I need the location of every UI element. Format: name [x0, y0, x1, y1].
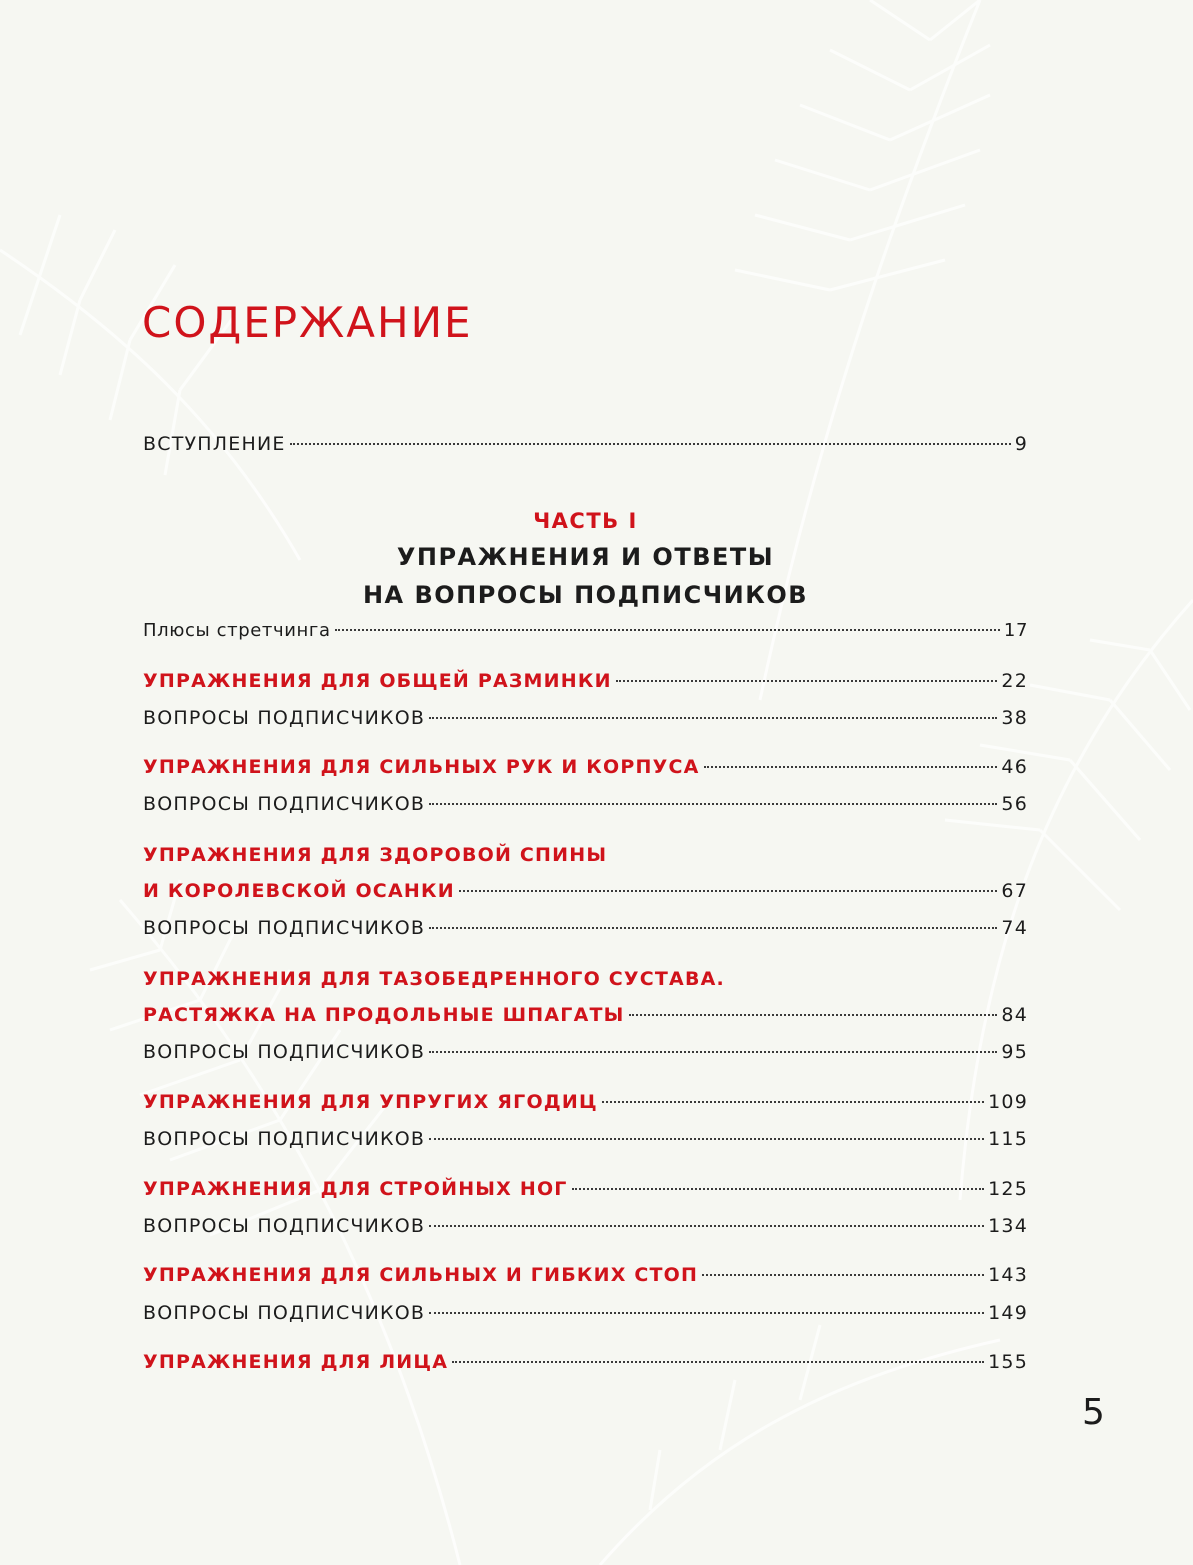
toc-entry-page: 22 — [1001, 670, 1028, 692]
dot-leader — [616, 680, 998, 682]
toc-entry-label: УПРАЖНЕНИЯ ДЛЯ ОБЩЕЙ РАЗМИНКИ — [143, 670, 612, 692]
dot-leader — [629, 1014, 998, 1016]
dot-leader — [429, 927, 997, 929]
toc-entry-label: УПРАЖНЕНИЯ ДЛЯ СТРОЙНЫХ НОГ — [143, 1178, 568, 1200]
toc-entry-label: ВОПРОСЫ ПОДПИСЧИКОВ — [143, 707, 426, 729]
toc-entry-questions[interactable] — [143, 917, 1028, 947]
toc-entry-page: 109 — [988, 1091, 1028, 1113]
dot-leader — [429, 1051, 997, 1053]
toc-entry-page: 74 — [1001, 917, 1028, 939]
toc-entry-arms[interactable] — [143, 756, 1028, 786]
toc-entry-page: 84 — [1001, 1004, 1028, 1026]
dot-leader — [452, 1361, 984, 1363]
part-title-line1: УПРАЖНЕНИЯ И ОТВЕТЫ — [396, 543, 775, 571]
toc-entry-questions[interactable] — [143, 793, 1028, 823]
toc-entry-questions[interactable] — [143, 1041, 1028, 1071]
toc-entry-label: ВОПРОСЫ ПОДПИСЧИКОВ — [143, 1215, 426, 1237]
toc-entry-page: 46 — [1001, 756, 1028, 778]
toc-entry-label: РАСТЯЖКА НА ПРОДОЛЬНЫЕ ШПАГАТЫ — [143, 1004, 625, 1026]
toc-entry-page: 17 — [1003, 620, 1028, 641]
dot-leader — [429, 1225, 984, 1227]
toc-entry-page: 115 — [988, 1128, 1028, 1150]
page-title: СОДЕРЖАНИЕ — [142, 298, 473, 347]
dot-leader — [702, 1274, 984, 1276]
toc-entry-label: УПРАЖНЕНИЯ ДЛЯ УПРУГИХ ЯГОДИЦ — [143, 1091, 598, 1113]
toc-entry-label: УПРАЖНЕНИЯ ДЛЯ ЛИЦА — [143, 1351, 449, 1373]
toc-entry-back[interactable] — [143, 880, 1028, 910]
toc-entry-label: Плюсы стретчинга — [143, 620, 331, 641]
toc-entry-intro[interactable] — [143, 433, 1028, 463]
toc-entry-page: 143 — [988, 1264, 1028, 1286]
toc-entry-feet[interactable] — [143, 1264, 1028, 1294]
toc-entry-page: 134 — [988, 1215, 1028, 1237]
toc-entry-questions[interactable] — [143, 1302, 1028, 1332]
toc-entry-label: ВОПРОСЫ ПОДПИСЧИКОВ — [143, 1302, 426, 1324]
toc-entry-face[interactable] — [143, 1351, 1028, 1381]
toc-entry-questions[interactable] — [143, 707, 1028, 737]
toc-entry-label: ВСТУПЛЕНИЕ — [143, 433, 286, 455]
toc-entry-hip[interactable] — [143, 1004, 1028, 1034]
toc-entry-pluses[interactable] — [143, 620, 1028, 650]
part-label: ЧАСТЬ I — [533, 509, 638, 533]
toc-entry-hip-line1[interactable]: УПРАЖНЕНИЯ ДЛЯ ТАЗОБЕДРЕННОГО СУСТАВА. — [143, 968, 725, 990]
toc-entry-warmup[interactable] — [143, 670, 1028, 700]
toc-entry-page: 9 — [1014, 433, 1028, 455]
dot-leader — [704, 766, 998, 768]
dot-leader — [429, 803, 997, 805]
toc-entry-page: 155 — [988, 1351, 1028, 1373]
toc-entry-page: 38 — [1001, 707, 1028, 729]
toc-entry-back-line1[interactable]: УПРАЖНЕНИЯ ДЛЯ ЗДОРОВОЙ СПИНЫ — [143, 844, 608, 866]
dot-leader — [290, 443, 1011, 445]
toc-entry-label: УПРАЖНЕНИЯ ДЛЯ СИЛЬНЫХ РУК И КОРПУСА — [143, 756, 700, 778]
toc-entry-questions[interactable] — [143, 1128, 1028, 1158]
dot-leader — [335, 629, 1000, 631]
toc-entry-glutes[interactable] — [143, 1091, 1028, 1121]
page-number: 5 — [1082, 1392, 1105, 1433]
dot-leader — [459, 890, 998, 892]
toc-entry-label: И КОРОЛЕВСКОЙ ОСАНКИ — [143, 880, 455, 902]
dot-leader — [429, 1138, 984, 1140]
toc-entry-label: УПРАЖНЕНИЯ ДЛЯ СИЛЬНЫХ И ГИБКИХ СТОП — [143, 1264, 699, 1286]
toc-entry-label: ВОПРОСЫ ПОДПИСЧИКОВ — [143, 1128, 426, 1150]
toc-entry-page: 149 — [988, 1302, 1028, 1324]
toc-entry-questions[interactable] — [143, 1215, 1028, 1245]
dot-leader — [572, 1188, 985, 1190]
toc-entry-page: 95 — [1001, 1041, 1028, 1063]
toc-entry-label: ВОПРОСЫ ПОДПИСЧИКОВ — [143, 1041, 426, 1063]
toc-entry-legs[interactable] — [143, 1178, 1028, 1208]
part-title-line2: НА ВОПРОСЫ ПОДПИСЧИКОВ — [362, 581, 809, 609]
dot-leader — [429, 717, 997, 719]
toc-entry-page: 67 — [1001, 880, 1028, 902]
toc-entry-label: ВОПРОСЫ ПОДПИСЧИКОВ — [143, 917, 426, 939]
toc-entry-label: ВОПРОСЫ ПОДПИСЧИКОВ — [143, 793, 426, 815]
dot-leader — [602, 1101, 984, 1103]
dot-leader — [429, 1312, 984, 1314]
toc-entry-page: 56 — [1001, 793, 1028, 815]
toc-entry-page: 125 — [988, 1178, 1028, 1200]
